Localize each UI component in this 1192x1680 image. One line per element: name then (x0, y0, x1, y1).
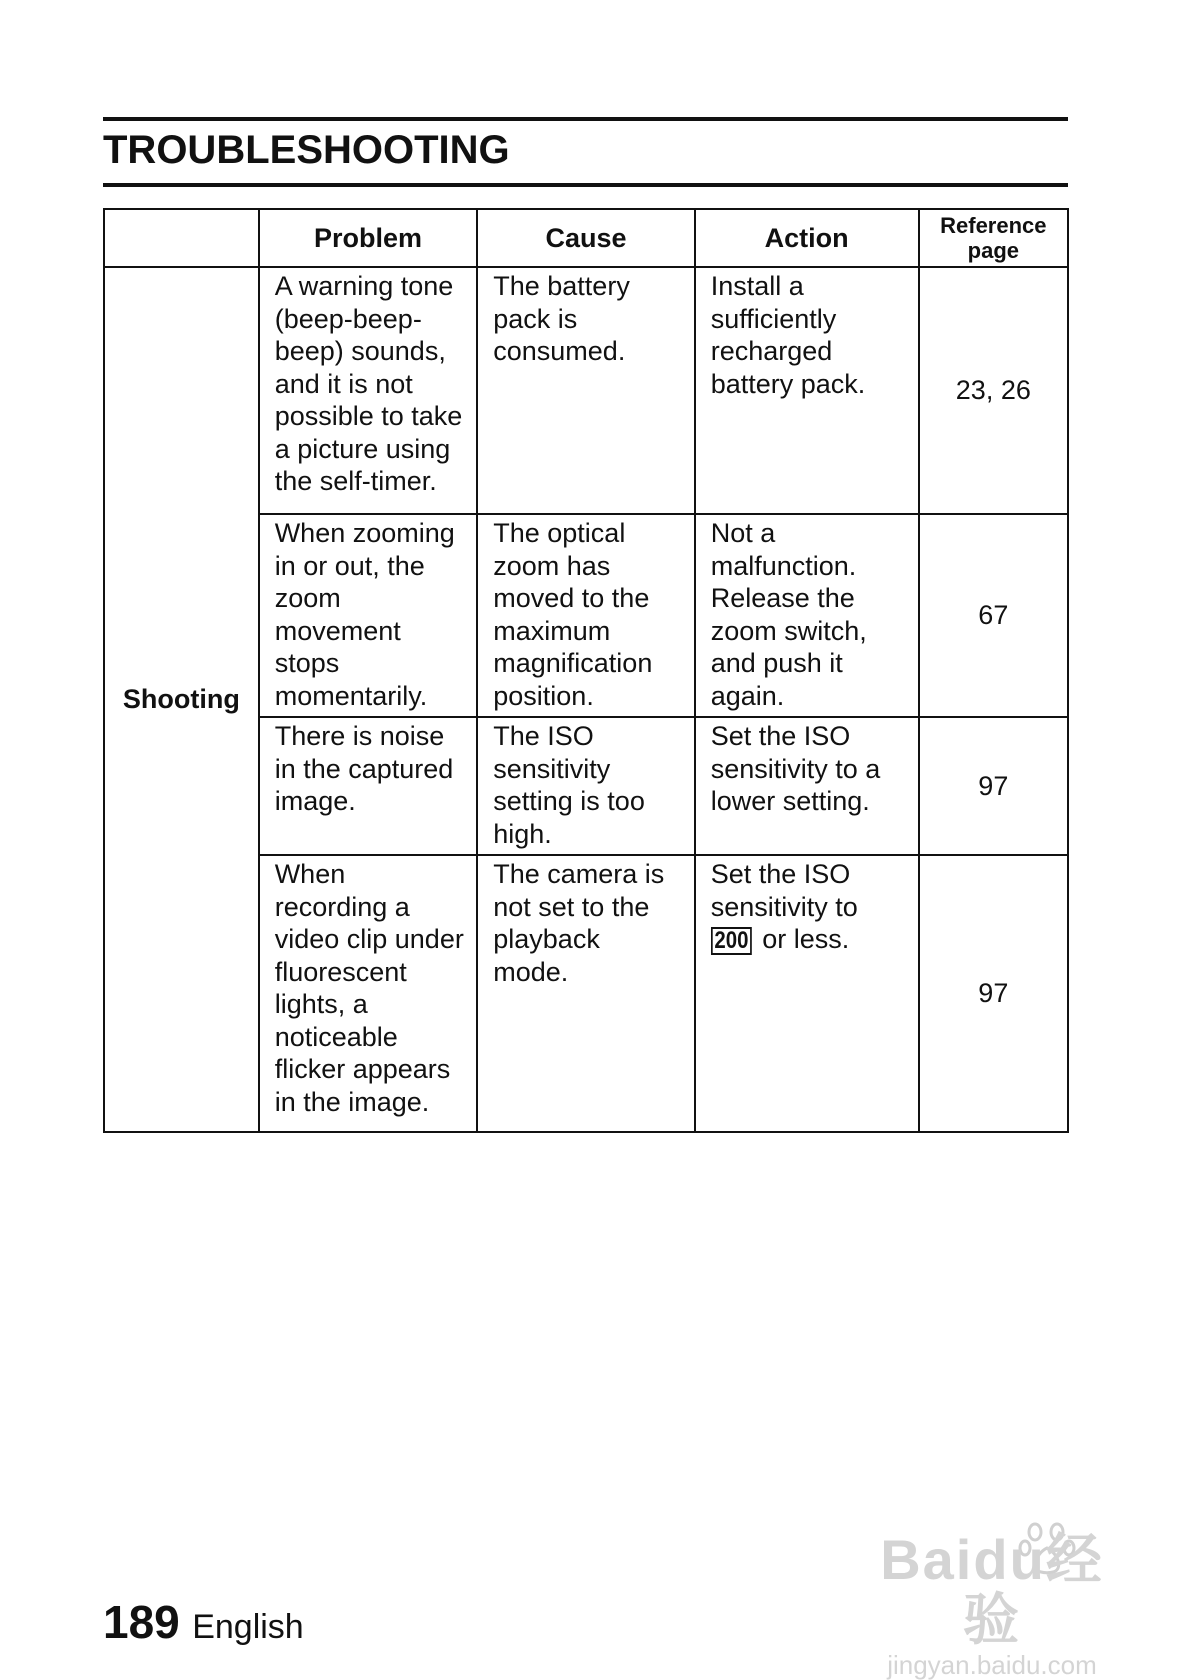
action-cell (695, 855, 919, 1132)
header-reference-line2: page (967, 238, 1019, 263)
action-text-suffix: or less. (762, 924, 850, 954)
problem-cell: A warning tone (beep-beep-beep) sounds, and it is not possible to take a picture using the self-timer. (259, 267, 478, 514)
header-category (104, 209, 259, 267)
category-cell: Shooting (104, 267, 259, 1132)
watermark-logo: Baidu经验 (880, 1528, 1104, 1651)
table-header-row (104, 209, 1068, 267)
reference-cell: 67 (919, 514, 1068, 717)
iso-200-icon: 200 (711, 927, 752, 955)
cause-cell: The ISO sensitivity setting is too high. (477, 717, 694, 855)
action-text-prefix: Set the ISO sensitivity to (710, 859, 858, 922)
action-cell: Install a sufficiently recharged battery pack. (695, 267, 919, 514)
action-cell: Set the ISO sensitivity to a lower setting. (695, 717, 919, 855)
title-rule-bottom (103, 183, 1068, 187)
table-row (104, 267, 1068, 514)
action-cell: Not a malfunction. Release the zoom switch, and push it again. (695, 514, 919, 717)
cause-cell: The optical zoom has moved to the maximum magnification position. (477, 514, 694, 717)
problem-cell: When zooming in or out, the zoom movement stops momentarily. (259, 514, 478, 717)
header-problem: Problem (259, 209, 478, 267)
baidu-watermark (852, 1530, 1132, 1680)
cause-cell: The camera is not set to the playback mode. (477, 855, 694, 1132)
reference-cell: 97 (919, 855, 1068, 1132)
cause-cell: The battery pack is consumed. (477, 267, 694, 514)
troubleshooting-table (103, 208, 1069, 1133)
page-number: 189 (103, 1596, 180, 1648)
page-title: TROUBLESHOOTING (103, 128, 510, 172)
problem-cell: When recording a video clip under fluorescent lights, a noticeable flicker appears in the image. (259, 855, 478, 1132)
title-rule-top (103, 117, 1068, 121)
reference-cell: 97 (919, 717, 1068, 855)
header-reference-page (919, 209, 1068, 267)
page-footer (103, 1595, 304, 1649)
watermark-url: jingyan.baidu.com (887, 1650, 1097, 1680)
header-cause: Cause (477, 209, 694, 267)
header-reference-line1: Reference (940, 213, 1047, 238)
reference-cell: 23, 26 (919, 267, 1068, 514)
page-language: English (192, 1608, 304, 1646)
header-action: Action (695, 209, 919, 267)
problem-cell: There is noise in the captured image. (259, 717, 478, 855)
